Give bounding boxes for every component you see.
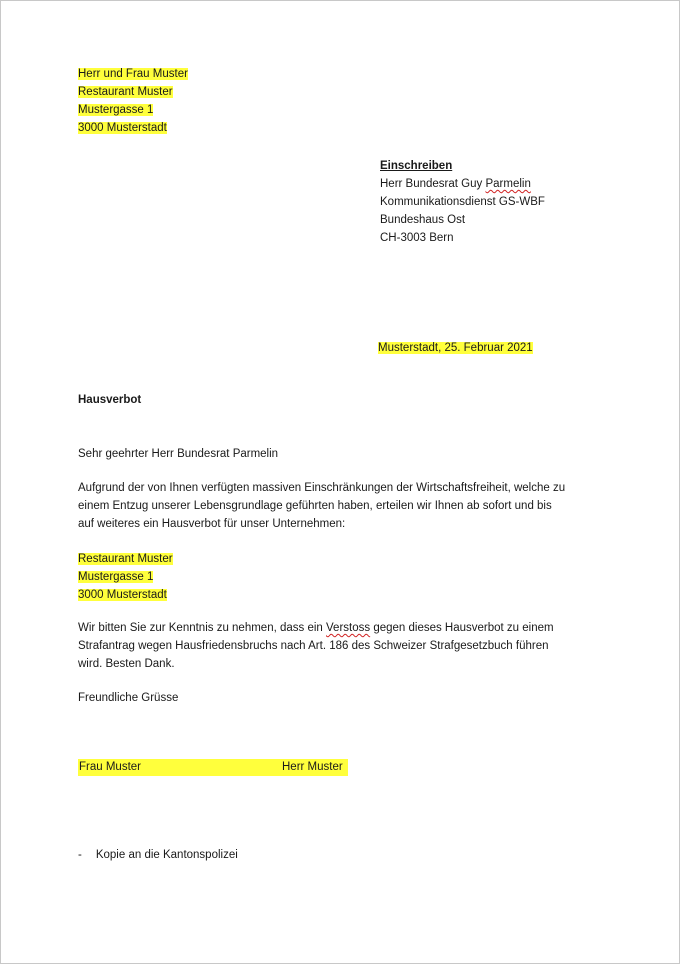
paragraph-2-line: Strafantrag wegen Hausfriedensbruchs nach Art. 186 des Schweizer Strafgesetzbuch führen — [78, 640, 549, 652]
paragraph-1-line: einem Entzug unserer Lebensgrundlage geführten haben, erteilen wir Ihnen ab sofort und bis — [78, 500, 552, 512]
sender-line-street: Mustergasse 1 — [78, 104, 154, 116]
signature-row — [78, 759, 348, 776]
recipient-surname: Parmelin — [485, 178, 531, 190]
mail-type-label: Einschreiben — [380, 160, 453, 172]
bullet-dash: - — [78, 849, 82, 861]
paragraph-2 — [78, 619, 554, 673]
business-line-name: Restaurant Muster — [78, 553, 173, 565]
signature-left: Frau Muster — [79, 761, 141, 773]
recipient-address — [380, 157, 545, 247]
recipient-line-city: CH-3003 Bern — [380, 232, 454, 244]
recipient-line-building: Bundeshaus Ost — [380, 214, 466, 226]
closing-text: Freundliche Grüsse — [78, 692, 179, 704]
salutation — [78, 445, 278, 463]
letter-subject: Hausverbot — [78, 394, 142, 406]
signature-right: Herr Muster — [282, 761, 343, 773]
sender-address — [78, 65, 188, 137]
salutation-text: Sehr geehrter Herr Bundesrat Parmelin — [78, 448, 279, 460]
misspelled-word: Verstoss — [326, 622, 371, 634]
copy-note-text: Kopie an die Kantonspolizei — [95, 849, 238, 861]
paragraph-2-line: Wir bitten Sie zur Kenntnis zu nehmen, dass ein Verstoss gegen dieses Hausverbot zu einem — [78, 622, 554, 634]
sender-line-name: Herr und Frau Muster — [78, 68, 188, 80]
letter-date: Musterstadt, 25. Februar 2021 — [378, 342, 533, 354]
sender-line-city: 3000 Musterstadt — [78, 122, 167, 134]
recipient-line-department: Kommunikationsdienst GS-WBF — [380, 196, 545, 208]
subject-line — [78, 391, 141, 409]
recipient-line-name: Herr Bundesrat Guy Parmelin — [380, 178, 531, 190]
paragraph-1-line: auf weiteres ein Hausverbot für unser Unternehmen: — [78, 518, 346, 530]
business-line-city: 3000 Musterstadt — [78, 589, 167, 601]
closing — [78, 689, 178, 707]
business-address — [78, 550, 173, 604]
paragraph-2-line: wird. Besten Dank. — [78, 658, 175, 670]
date-line — [378, 339, 533, 357]
sender-line-business: Restaurant Muster — [78, 86, 173, 98]
copy-note — [78, 846, 238, 864]
paragraph-1-line: Aufgrund der von Ihnen verfügten massiven Einschränkungen der Wirtschaftsfreiheit, welche zu — [78, 482, 566, 494]
paragraph-1 — [78, 479, 565, 533]
business-line-street: Mustergasse 1 — [78, 571, 154, 583]
